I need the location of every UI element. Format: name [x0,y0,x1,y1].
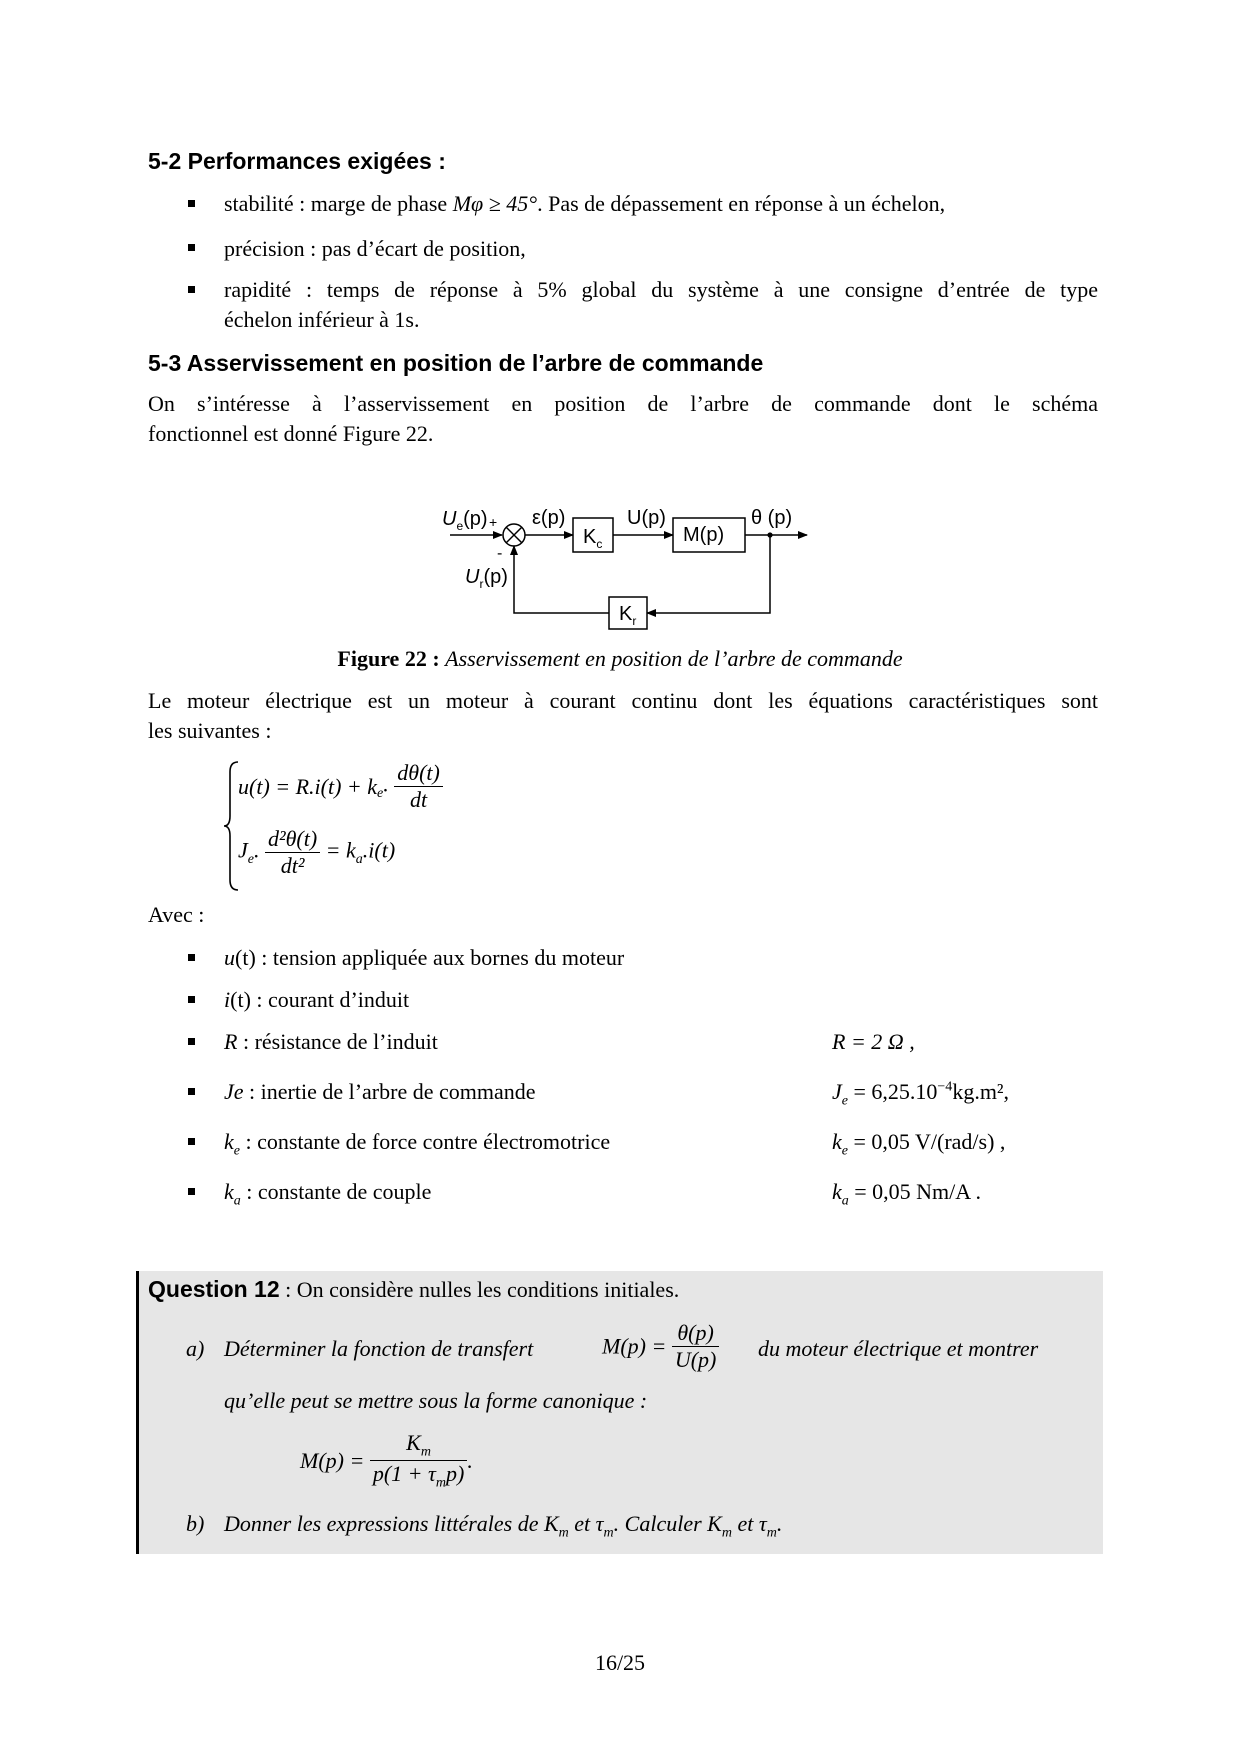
list-item: stabilité : marge de phase Mφ ≥ 45°. Pas de dépassement en réponse à un échelon, [224,191,946,216]
kc-label: $K_c$ [583,526,603,551]
question-title: Question 12 : On considère nulles les conditions initiales. [148,1276,680,1302]
bullet [188,954,195,961]
param-item: R : résistance de l’induit [224,1029,438,1054]
param-value: R = 2 Ω , [832,1029,915,1054]
bullet [188,1088,195,1095]
param-item: Je : inertie de l’arbre de commande [224,1079,536,1104]
bullet [188,1188,195,1195]
block-diagram [0,0,1240,640]
input-label: $U_e(p)$ [442,508,488,533]
question-a-text: du moteur électrique et montrer [758,1336,1039,1361]
u-label: U(p) [627,507,666,529]
list-item: précision : pas d’écart de position, [224,236,526,261]
bullet [188,1138,195,1145]
paragraph: Le moteur électrique est un moteur à courant continu dont les équations caractéristiques sont [148,688,1098,713]
equation-1: $u(t) = R.i(t) + k_e$. $\frac{d\theta(t)}{dt}$ [238,760,443,813]
paragraph: fonctionnel est donné Figure 22. [148,421,434,446]
question-b-label: b) [186,1511,205,1536]
figure-caption: Figure 22 : Asservissement en position de l’arbre de commande [337,646,903,671]
section-52-title: 5-2 Performances exigées : [148,148,446,174]
param-value: $k_a = 0,05$ Nm/A . [832,1179,981,1209]
output-label: θ (p) [751,507,793,529]
param-item: $k_a$ : constante de couple [224,1179,432,1209]
param-value: $k_e = 0,05$ V/(rad/s) , [832,1129,1006,1159]
avec-label: Avec : [148,902,205,927]
param-value: $J_e = 6,25.10^{-4}kg.m^2$, [832,1079,1010,1109]
minus-sign: - [497,545,503,562]
list-item: rapidité : temps de réponse à 5% global du système à une consigne d’entrée de type [224,277,1098,302]
question-a-label: a) [186,1336,205,1361]
param-item: $k_e$ : constante de force contre électromotrice [224,1129,611,1159]
m-block-label: M(p) [683,524,725,546]
plus-sign: + [489,514,498,530]
canonical-form: M(p) = $\frac{K_m}{p(1 + \tau_mp)}$ . [300,1430,473,1491]
bullet [188,1038,195,1045]
equation-2: $J_e$. $\frac{\text{d²θ(t)}}{\text{dt²}}$ = $k_a.i(t)$ [238,826,396,878]
kr-label: $K_r$ [619,603,637,628]
paragraph: On s’intéresse à l’asservissement en position de l’arbre de commande dont le schéma [148,391,1098,416]
feedback-return-arrow [514,546,609,613]
transfer-function-def: M(p) = $\frac{\theta(p)}{U(p)}$ [602,1320,719,1373]
paragraph: les suivantes : [148,718,272,743]
param-item: i(t) : courant d’induit [224,987,410,1012]
page-number: 16/25 [594,1650,646,1675]
bullet [188,996,195,1003]
question-b-text: Donner les expressions littérales de $K_m$ et $\tau_m$. Calculer $K_m$ et $\tau_m$. [224,1511,783,1541]
question-a-text: qu’elle peut se mettre sous la forme canonique : [224,1388,648,1413]
question-a-text: Déterminer la fonction de transfert [224,1336,534,1361]
ur-label: $U_r(p)$ [465,566,508,591]
section-53-title: 5-3 Asservissement en position de l’arbre de commande [148,350,764,376]
param-item: u(t) : tension appliquée aux bornes du moteur [224,945,625,970]
list-item-continuation: échelon inférieur à 1s. [224,307,420,332]
error-label: ε(p) [532,507,566,529]
